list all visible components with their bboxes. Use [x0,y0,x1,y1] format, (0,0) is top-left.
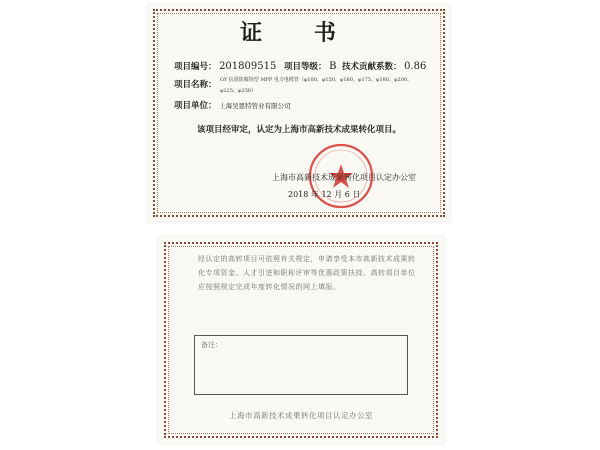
project-number-label: 项目编号： [174,62,217,72]
certificate-front [148,4,450,222]
project-name-line1: GY 抗震防腐蚀型 MPP 电力电缆管（φ100、φ150、φ160、φ175、φ180、φ200、 [220,77,413,83]
project-unit-value: 上海吴恩特管业有限公司 [219,102,291,110]
remarks-label: 备注： [201,341,222,349]
contribution-label: 技术贡献系数： [342,62,402,72]
contribution-row [342,60,426,72]
project-name-row [174,78,217,90]
back-issuer-name: 上海市高新技术成果转化项目认定办公室 [229,411,373,420]
project-level-label: 项目等级： [284,62,327,72]
remarks-box [194,335,408,395]
certificate-title: 证 书 [240,21,358,46]
project-name-label: 项目名称： [174,80,217,90]
issue-date: 2018 年 12 月 6 日 [288,190,361,199]
project-unit-label: 项目单位： [174,101,217,111]
contribution-value: 0.86 [404,61,427,72]
project-level-row [284,60,336,72]
project-unit-row [174,99,291,111]
back-body-text: 经认定的高转项目可依照有关规定，申请享受本市高新技术成果转化专项资金、人才引进和职称评审等优惠政策扶持。高转项目单位应按照规定完成年度转化情况的网上填报。 [198,255,416,291]
project-level-value: B [329,61,337,72]
project-number-value: 201809515 [219,61,277,72]
project-number-row [174,60,276,72]
project-name-line2: φ225、φ250） [220,88,257,94]
certification-statement: 该项目经审定，认定为上海市高新技术成果转化项目。 [196,125,401,135]
issuer-name: 上海市高新技术成果转化项目认定办公室 [272,173,416,182]
certificate-back [158,236,444,444]
